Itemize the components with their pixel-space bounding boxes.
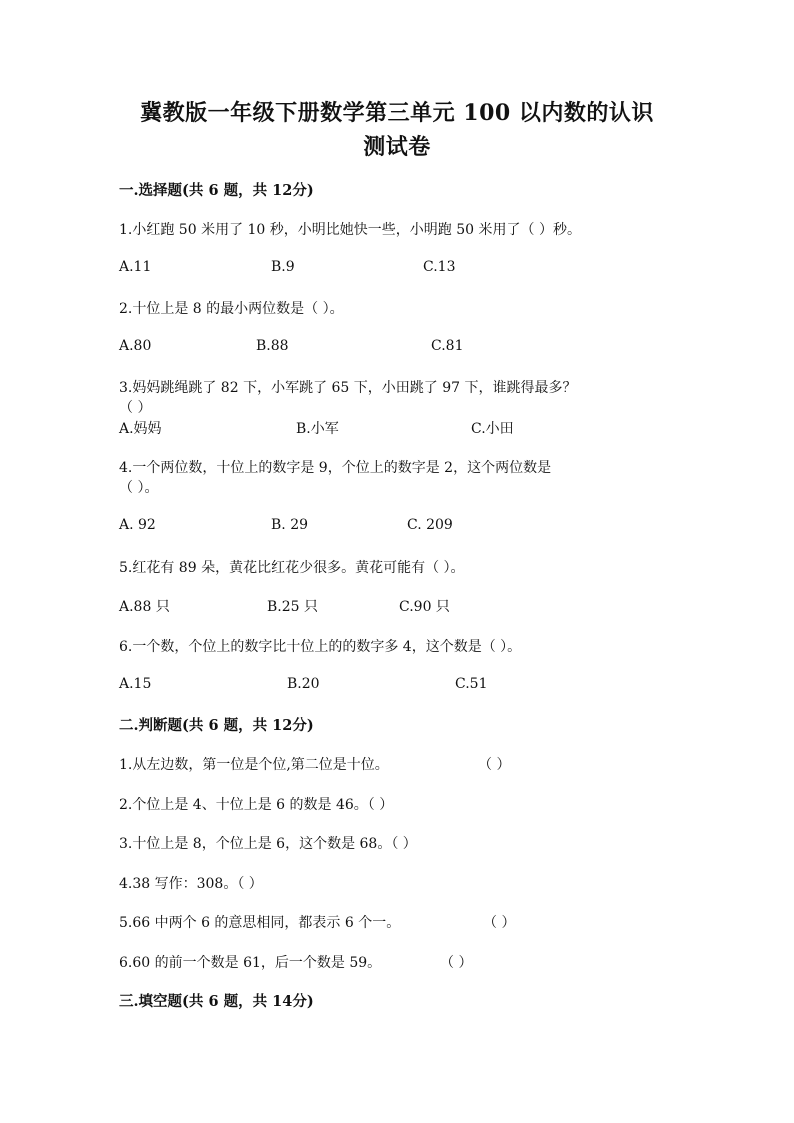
choice-q2-option-a: A.80 [119, 338, 152, 354]
judge-question-6: 6.60 的前一个数是 61，后一个数是 59。 [119, 955, 382, 971]
choice-question-4: 4.一个两位数，十位上的数字是 9，个位上的数字是 2，这个两位数是 [119, 460, 552, 476]
choice-q6-option-b: B.20 [287, 676, 320, 692]
choice-q5-option-c: C.90 只 [399, 599, 450, 615]
judge-question-1: 1.从左边数，第一位是个位,第二位是十位。 [119, 757, 389, 773]
choice-q3-option-b: B.小军 [296, 421, 339, 437]
judge-question-4: 4.38 写作：308。（ ） [119, 876, 263, 892]
choice-question-2: 2.十位上是 8 的最小两位数是（ ）。 [119, 301, 344, 317]
choice-q6-option-c: C.51 [455, 676, 488, 692]
choice-q1-option-b: B.9 [271, 259, 295, 275]
choice-q4-option-c: C. 209 [407, 517, 453, 533]
section-heading-choice: 一.选择题(共 6 题，共 12分) [119, 182, 314, 199]
judge-q5-answer-blank: （ ） [483, 915, 516, 931]
choice-question-4-blank: （ ）。 [119, 480, 159, 496]
judge-question-2: 2.个位上是 4、十位上是 6 的数是 46。（ ） [119, 797, 394, 813]
choice-q3-option-c: C.小田 [471, 421, 514, 437]
choice-q4-option-a: A. 92 [119, 517, 156, 533]
choice-q3-option-a: A.妈妈 [119, 421, 162, 437]
title-line-1: 冀教版一年级下册数学第三单元 100 以内数的认识 [140, 100, 654, 126]
choice-question-3: 3.妈妈跳绳跳了 82 下，小军跳了 65 下，小田跳了 97 下，谁跳得最多？ [119, 380, 577, 396]
choice-q1-option-a: A.11 [119, 259, 152, 275]
choice-question-6: 6.一个数，个位上的数字比十位上的的数字多 4，这个数是（ ）。 [119, 639, 522, 655]
title-line-2: 测试卷 [363, 134, 431, 160]
choice-q6-option-a: A.15 [119, 676, 152, 692]
choice-question-5: 5.红花有 89 朵，黄花比红花少很多。黄花可能有（ ）。 [119, 560, 465, 576]
judge-q1-answer-blank: （ ） [478, 757, 511, 773]
judge-q6-answer-blank: （ ） [440, 955, 473, 971]
choice-q2-option-c: C.81 [431, 338, 464, 354]
choice-question-1: 1.小红跑 50 米用了 10 秒，小明比她快一些，小明跑 50 米用了（ ）秒。 [119, 222, 581, 238]
section-heading-judge: 二.判断题(共 6 题，共 12分) [119, 717, 314, 734]
judge-question-3: 3.十位上是 8，个位上是 6，这个数是 68。（ ） [119, 836, 417, 852]
choice-q2-option-b: B.88 [256, 338, 289, 354]
judge-question-5: 5.66 中两个 6 的意思相同，都表示 6 个一。 [119, 915, 401, 931]
section-heading-fill: 三.填空题(共 6 题，共 14分) [119, 993, 314, 1010]
choice-q4-option-b: B. 29 [271, 517, 309, 533]
choice-question-3-blank: （ ） [119, 400, 152, 416]
choice-q5-option-b: B.25 只 [267, 599, 319, 615]
choice-q5-option-a: A.88 只 [119, 599, 170, 615]
choice-q1-option-c: C.13 [423, 259, 456, 275]
